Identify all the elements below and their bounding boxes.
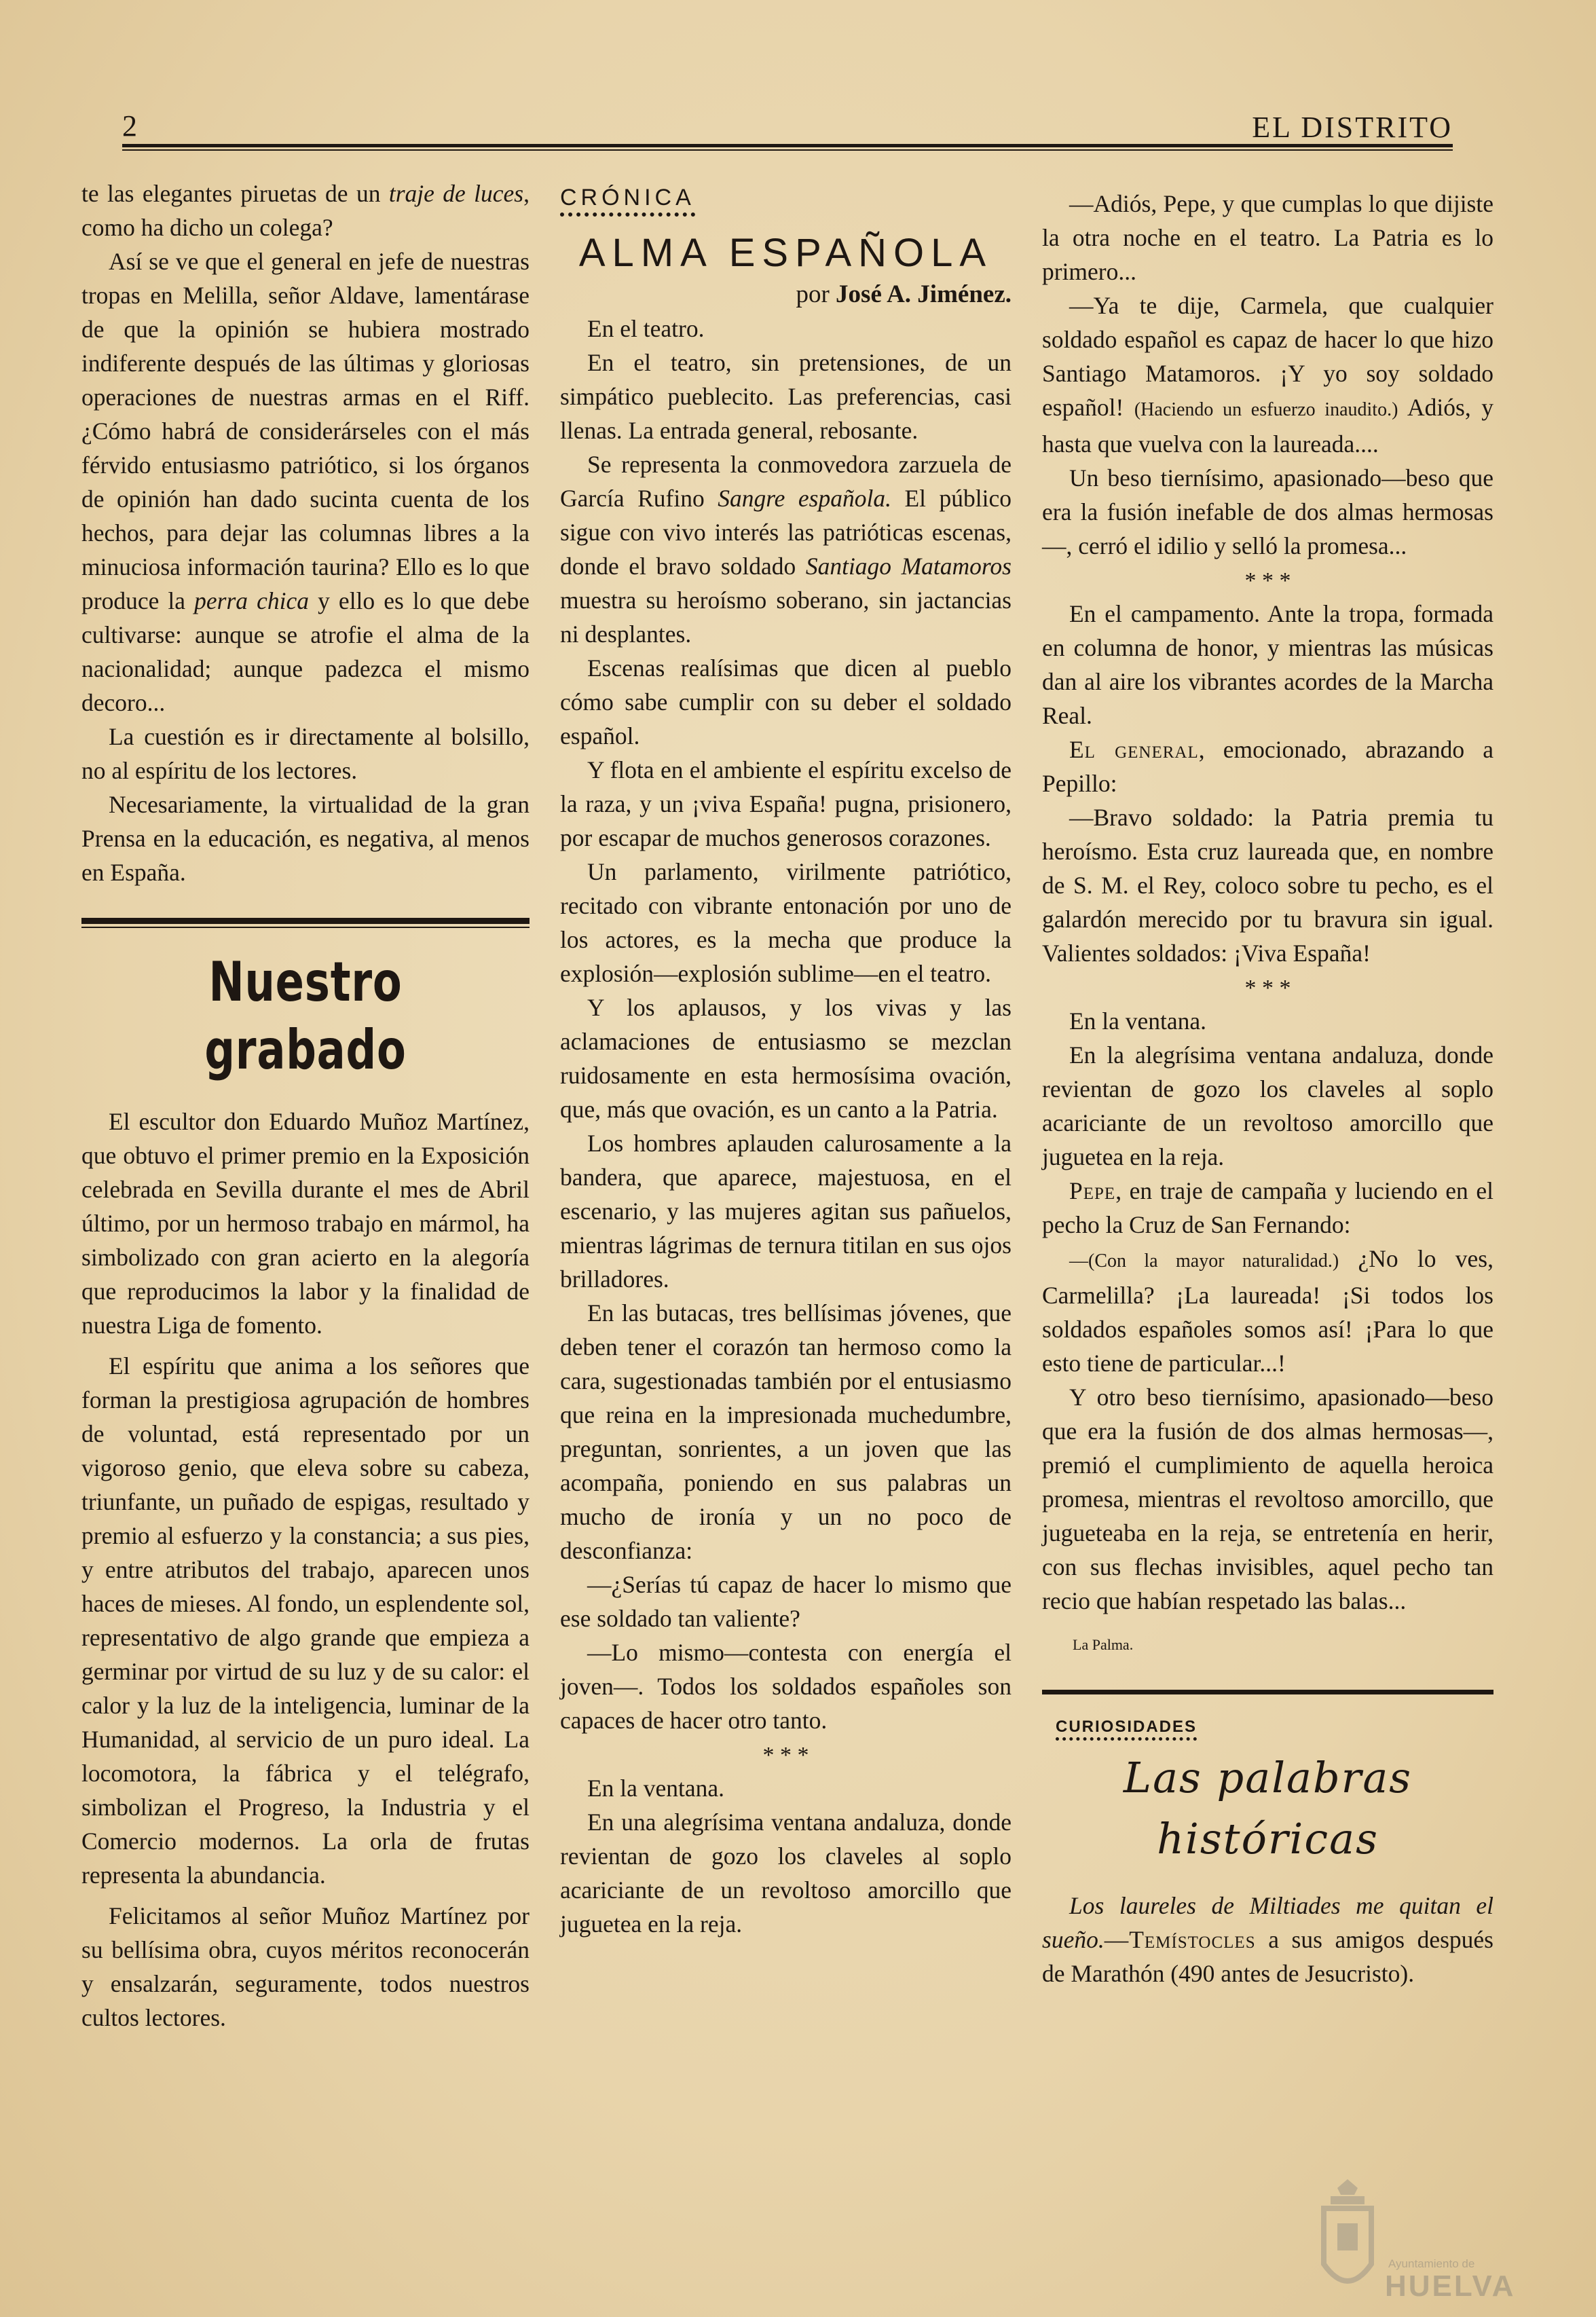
section-label-cronica: CRÓNICA (560, 184, 695, 217)
asterism: * * * (1244, 976, 1291, 1001)
paragraph: Y los aplausos, y los vivas y las aclamaciones de entusiasmo se mezclan ruidosamente en esta hermosísima ovación, que, más que ovación, es un canto a la Patria. (560, 994, 1012, 1123)
paragraph: En las butacas, tres bellísimas jóvenes, que deben tener el corazón tan hermoso como la cara, sugestionadas también por el entusiasmo que reina en la impresionada muchedumbre, preguntan, sonrientes, a un joven que las acompaña, poniendo en sus palabras un mucho de ironía y un no poco de desconfianza: (560, 1299, 1012, 1564)
paragraph: La cuestión es ir directamente al bolsillo, no al espíritu de los lectores. (81, 723, 530, 784)
paragraph: En el campamento. Ante la tropa, formada en columna de honor, y mientras las músicas dan al aire los vibrantes acordes de la Marcha Real. (1042, 600, 1493, 729)
coat-of-arms-icon (1317, 2176, 1378, 2301)
column-3 (1042, 187, 1493, 1990)
paragraph: El general, emocionado, abrazando a Pepillo: (1042, 736, 1493, 797)
paragraph: Así se ve que el general en jefe de nuestras tropas en Melilla, señor Aldave, lamentárase de que la opinión se hubiera mostrado indiferente después de las últimas y gloriosas operaciones de nuestras armas en el Riff. ¿Cómo habrá de considerárseles con el más férvido entusiasmo patriótico, si los órganos de opinión han dado sucinta cuenta de los hechos, para dejar las columnas libres a la minuciosa información taurina? Ello es lo que produce la perra chica y ello es lo que debe cultivarse: aunque se atrofie el alma de la nacionalidad; aunque padezca el mismo decoro... (81, 248, 530, 716)
paragraph: Los hombres aplauden calurosamente a la bandera, que aparece, majestuosa, en el escenario, y las mujeres agitan sus pañuelos, mientras lágrimas de ternura titilan en sus ojos brilladores. (560, 1130, 1012, 1293)
paragraph: Necesariamente, la virtualidad de la gran Prensa en la educación, es negativa, al menos en España. (81, 791, 530, 886)
archive-watermark (1317, 2176, 1521, 2305)
article-title-palabras-historicas: Las palabras históricas (1123, 1753, 1413, 1864)
paragraph: En el teatro. (587, 315, 705, 342)
column-1 (81, 177, 530, 2035)
article-title-alma-espanola: ALMA ESPAÑOLA (578, 231, 993, 275)
section-divider (81, 918, 530, 924)
header-rule-thin (122, 149, 1453, 151)
paragraph: Y otro beso tiernísimo, apasionado—beso que era la fusión de dos almas hermosas—, premió el cumplimiento de aquella heroica promesa, mientras el revoltoso amorcillo, que jugueteaba en la reja, se entretenía en herir, con sus flechas invisibles, aquel pecho tan recio que habían respetado las balas... (1042, 1384, 1493, 1614)
page-number: 2 (122, 109, 137, 143)
section-label-curiosidades: CURIOSIDADES (1056, 1717, 1197, 1741)
column-2 (560, 180, 1012, 1941)
signature: La Palma. (1073, 1636, 1134, 1653)
byline: por José A. Jiménez. (796, 280, 1012, 308)
paragraph: —Lo mismo—contesta con energía el joven—. Todos los soldados españoles son capaces de hacer otro tanto. (560, 1639, 1012, 1734)
paragraph: Un parlamento, virilmente patriótico, recitado con vibrante entonación por uno de los actores, es la mecha que produce la explosión—explosión sublime—en el teatro. (560, 858, 1012, 987)
article-title-nuestro-grabado: Nuestro grabado (204, 950, 407, 1081)
watermark-caption: Ayuntamiento de (1388, 2257, 1475, 2270)
header-rule (122, 144, 1453, 147)
paragraph: Escenas realísimas que dicen al pueblo cómo sabe cumplir con su deber el soldado español. (560, 654, 1012, 749)
paragraph: En la alegrísima ventana andaluza, donde revientan de gozo los claveles al soplo acariciante de un revoltoso amorcillo que juguetea en la reja. (1042, 1041, 1493, 1170)
section-divider (1042, 1690, 1493, 1694)
paragraph: —¿Serías tú capaz de hacer lo mismo que ese soldado tan valiente? (560, 1571, 1012, 1632)
paragraph: —Adiós, Pepe, y que cumplas lo que dijiste la otra noche en el teatro. La Patria es lo primero... (1042, 190, 1493, 285)
paragraph: En la ventana. (587, 1775, 725, 1802)
section-divider-thin (81, 927, 530, 928)
paragraph: Pepe, en traje de campaña y luciendo en el pecho la Cruz de San Fernando: (1042, 1177, 1493, 1238)
paragraph: El escultor don Eduardo Muñoz Martínez, que obtuvo el primer premio en la Exposición celebrada en Sevilla durante el mes de Abril último, por un hermoso trabajo en mármol, ha simbolizado con gran acierto en la alegoría que reproducimos la labor y la finalidad de nuestra Liga de fomento. (81, 1108, 530, 1339)
paragraph: Los laureles de Miltiades me quitan el sueño.—Temístocles a sus amigos después de Marathón (490 antes de Jesucristo). (1042, 1892, 1493, 1987)
paragraph: te las elegantes piruetas de un traje de luces, como ha dicho un colega? (81, 180, 530, 241)
paragraph: En la ventana. (1069, 1007, 1207, 1035)
asterism: * * * (1244, 568, 1291, 593)
masthead: EL DISTRITO (1252, 111, 1453, 144)
asterism: * * * (762, 1743, 809, 1768)
paragraph: —Ya te dije, Carmela, que cualquier soldado español es capaz de hacer lo que hizo Santiago Matamoros. ¡Y yo soy soldado español! (Haciendo un esfuerzo inaudito.) Adiós, y hasta que vuelva con la laureada.... (1042, 292, 1494, 458)
paragraph: Felicitamos al señor Muñoz Martínez por su bellísima obra, cuyos méritos reconocerán y ensalzarán, seguramente, todos nuestros cultos lectores. (81, 1902, 530, 2031)
paragraph: —(Con la mayor naturalidad.) ¿No lo ves, Carmelilla? ¡La laureada! ¡Si todos los soldados españoles somos así! ¡Para lo que esto tiene de particular...! (1042, 1245, 1493, 1377)
paragraph: —Bravo soldado: la Patria premia tu heroísmo. Esta cruz laureada que, en nombre de S. M. el Rey, coloco sobre tu pecho, es el galardón merecido por tu bravura sin igual. Valientes soldados: ¡Viva España! (1042, 804, 1493, 967)
paragraph: Un beso tiernísimo, apasionado—beso que era la fusión inefable de dos almas hermosas—, cerró el idilio y selló la promesa... (1042, 464, 1493, 559)
page-header (122, 109, 1453, 149)
watermark-city: HUELVA (1385, 2269, 1516, 2303)
paragraph: Y flota en el ambiente el espíritu excelso de la raza, y un ¡viva España! pugna, prisionero, por escapar de muchos generosos corazones. (560, 756, 1012, 851)
paragraph: Se representa la conmovedora zarzuela de García Rufino Sangre española. El público sigue con vivo interés las patrióticas escenas, donde el bravo soldado Santiago Matamoros muestra su heroísmo soberano, sin jactancias ni desplantes. (560, 451, 1012, 648)
paragraph: El espíritu que anima a los señores que forman la prestigiosa agrupación de hombres de voluntad, está representado por un vigoroso genio, que eleva sobre su cabeza, triunfante, un puñado de espigas, resultado y premio al esfuerzo y la constancia; a sus pies, y entre atributos del trabajo, aparecen unos haces de mieses. Al fondo, un esplendente sol, representativo de algo grande que empieza a germinar por virtud de su luz y de su calor: el calor y la luz de la inteligencia, luminar de la Humanidad, al servicio de un puro ideal. La locomotora, la fábrica y el telégrafo, simbolizan el Progreso, la Industria y el Comercio modernos. La orla de frutas representa la abundancia. (81, 1352, 530, 1889)
paragraph: En una alegrísima ventana andaluza, donde revientan de gozo los claveles al soplo acariciante de un revoltoso amorcillo que juguetea en la reja. (560, 1809, 1012, 1938)
paragraph: En el teatro, sin pretensiones, de un simpático pueblecito. Las preferencias, casi llenas. La entrada general, rebosante. (560, 349, 1012, 444)
